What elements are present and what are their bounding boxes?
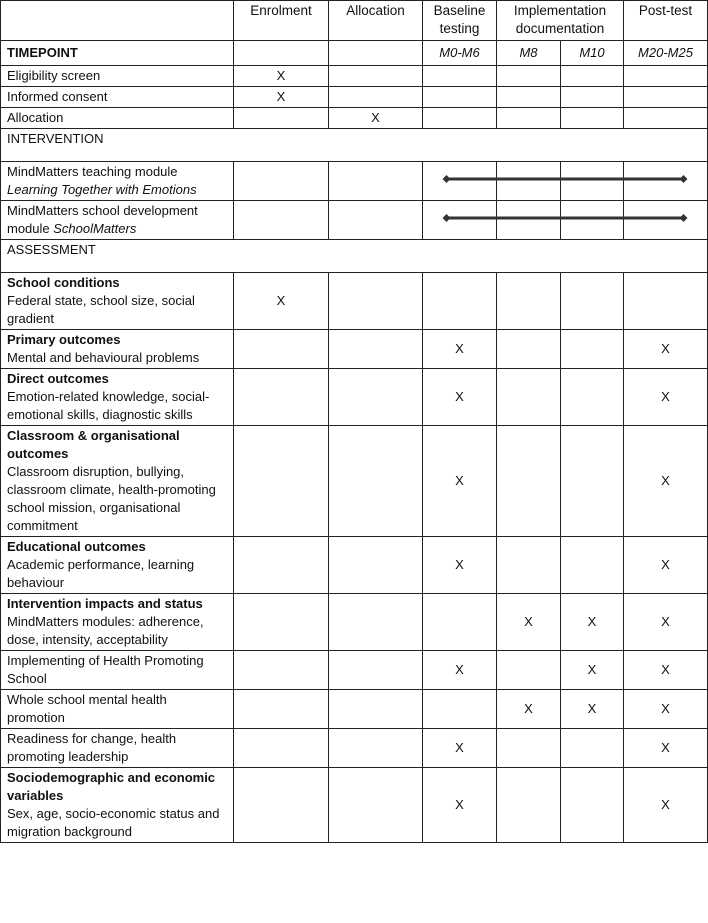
intervention-school-label: [1, 201, 234, 240]
assessment-mark-impl-a: [497, 537, 561, 594]
assessment-row: [1, 729, 708, 768]
assessment-row-text: Classroom disruption, bullying, classroom climate, health-promoting school mission, organisational commitment: [7, 464, 216, 533]
assessment-mark-impl-b: X: [561, 594, 624, 651]
timepoint-label: TIMEPOINT: [1, 41, 234, 66]
assessment-mark-impl-a: [497, 426, 561, 537]
enrolment-mark: X: [234, 87, 329, 108]
assessment-mark-impl-b: [561, 369, 624, 426]
assessment-mark-allocation: [329, 690, 423, 729]
assessment-row-text: Implementing of Health Promoting School: [7, 653, 204, 686]
assessment-row-text: Whole school mental health promotion: [7, 692, 167, 725]
section-intervention-label: INTERVENTION: [1, 129, 708, 162]
assessment-mark-baseline: X: [423, 729, 497, 768]
header-baseline-line1: Baseline: [433, 3, 486, 18]
assessment-mark-baseline: X: [423, 651, 497, 690]
assessment-row-text: Readiness for change, health promoting leadership: [7, 731, 177, 764]
assessment-mark-posttest: X: [624, 330, 708, 369]
assessment-mark-posttest: X: [624, 594, 708, 651]
timepoint-impl-b: M10: [561, 41, 624, 66]
assessment-row-label: [1, 768, 234, 843]
assessment-mark-impl-a: [497, 729, 561, 768]
assessment-mark-enrolment: X: [234, 273, 329, 330]
assessment-row-title: Direct outcomes: [7, 371, 109, 386]
assessment-mark-baseline: X: [423, 330, 497, 369]
assessment-row-label: [1, 273, 234, 330]
timepoint-posttest: M20-M25: [624, 41, 708, 66]
intervention-school-line1: MindMatters school development: [7, 203, 198, 218]
enrolment-row: [1, 87, 708, 108]
enrolment-row-label: Informed consent: [1, 87, 234, 108]
assessment-mark-impl-a: [497, 768, 561, 843]
section-intervention: [1, 129, 708, 162]
assessment-mark-baseline: X: [423, 369, 497, 426]
assessment-mark-impl-b: [561, 273, 624, 330]
assessment-row: [1, 273, 708, 330]
assessment-row: [1, 768, 708, 843]
header-allocation: Allocation: [329, 1, 423, 41]
assessment-mark-posttest: X: [624, 729, 708, 768]
assessment-row-title: Primary outcomes: [7, 332, 121, 347]
assessment-row: [1, 330, 708, 369]
intervention-teaching-line1: MindMatters teaching module: [7, 164, 178, 179]
header-implementation-line1: Implementation: [513, 3, 607, 18]
assessment-mark-enrolment: [234, 768, 329, 843]
assessment-row-title: Sociodemographic and economic variables: [7, 770, 216, 803]
assessment-mark-posttest: X: [624, 369, 708, 426]
assessment-row-text: Federal state, school size, social gradient: [7, 293, 195, 326]
assessment-mark-impl-a: [497, 369, 561, 426]
assessment-row: [1, 369, 708, 426]
timepoint-row: [1, 41, 708, 66]
assessment-mark-baseline: X: [423, 426, 497, 537]
assessment-row: [1, 426, 708, 537]
assessment-mark-posttest: X: [624, 651, 708, 690]
assessment-mark-enrolment: [234, 651, 329, 690]
header-blank: [1, 1, 234, 41]
assessment-row-label: [1, 426, 234, 537]
assessment-mark-allocation: [329, 330, 423, 369]
header-row: [1, 1, 708, 41]
assessment-row-text: Mental and behavioural problems: [7, 350, 200, 365]
assessment-row-title: School conditions: [7, 275, 120, 290]
assessment-mark-enrolment: [234, 729, 329, 768]
assessment-mark-impl-b: X: [561, 690, 624, 729]
enrolment-mark: X: [234, 66, 329, 87]
assessment-mark-enrolment: [234, 594, 329, 651]
assessment-row-label: [1, 651, 234, 690]
assessment-mark-impl-a: [497, 273, 561, 330]
assessment-row-label: [1, 330, 234, 369]
assessment-mark-impl-b: [561, 537, 624, 594]
intervention-school-line2-italic: SchoolMatters: [53, 221, 137, 236]
assessment-row: [1, 651, 708, 690]
assessment-row: [1, 537, 708, 594]
timepoint-impl-a: M8: [497, 41, 561, 66]
assessment-mark-impl-b: [561, 768, 624, 843]
assessment-mark-impl-a: X: [497, 594, 561, 651]
assessment-mark-impl-a: X: [497, 690, 561, 729]
header-posttest: Post-test: [624, 1, 708, 41]
assessment-mark-baseline: [423, 690, 497, 729]
header-enrolment: Enrolment: [234, 1, 329, 41]
enrolment-mark: [234, 108, 329, 129]
assessment-row-text: Academic performance, learning behaviour: [7, 557, 195, 590]
assessment-mark-enrolment: [234, 369, 329, 426]
assessment-row-title: Classroom & organisational outcomes: [7, 428, 180, 461]
enrolment-row: [1, 108, 708, 129]
assessment-row-label: [1, 729, 234, 768]
assessment-mark-impl-a: [497, 651, 561, 690]
assessment-row-label: [1, 537, 234, 594]
assessment-row-title: Intervention impacts and status: [7, 596, 203, 611]
timepoint-allocation: [329, 41, 423, 66]
assessment-row-text: MindMatters modules: adherence, dose, intensity, acceptability: [7, 614, 204, 647]
assessment-mark-enrolment: [234, 426, 329, 537]
allocation-mark: [329, 87, 423, 108]
header-implementation: [497, 1, 624, 41]
intervention-row-teaching: [1, 162, 708, 201]
assessment-mark-baseline: X: [423, 768, 497, 843]
header-baseline-line2: testing: [439, 21, 480, 36]
assessment-mark-posttest: X: [624, 690, 708, 729]
assessment-row-title: Educational outcomes: [7, 539, 146, 554]
intervention-teaching-label: [1, 162, 234, 201]
timepoint-enrolment: [234, 41, 329, 66]
assessment-row: [1, 690, 708, 729]
assessment-mark-posttest: X: [624, 537, 708, 594]
assessment-mark-baseline: [423, 273, 497, 330]
assessment-mark-enrolment: [234, 690, 329, 729]
assessment-row-text: Sex, age, socio-economic status and migration background: [7, 806, 220, 839]
assessment-mark-posttest: X: [624, 768, 708, 843]
assessment-row: [1, 594, 708, 651]
header-implementation-line2: documentation: [515, 21, 605, 36]
assessment-mark-impl-b: [561, 729, 624, 768]
assessment-mark-baseline: [423, 594, 497, 651]
assessment-row-label: [1, 594, 234, 651]
intervention-school-line2-prefix: module: [7, 221, 54, 236]
assessment-mark-impl-b: [561, 330, 624, 369]
assessment-mark-allocation: [329, 651, 423, 690]
assessment-mark-allocation: [329, 537, 423, 594]
assessment-row-text: Emotion-related knowledge, social-emotional skills, diagnostic skills: [7, 389, 210, 422]
assessment-mark-allocation: [329, 426, 423, 537]
assessment-mark-enrolment: [234, 537, 329, 594]
intervention-row-school: [1, 201, 708, 240]
intervention-teaching-line2: Learning Together with Emotions: [7, 182, 197, 197]
assessment-mark-impl-b: [561, 426, 624, 537]
enrolment-row-label: Eligibility screen: [1, 66, 234, 87]
enrolment-row-label: Allocation: [1, 108, 234, 129]
allocation-mark: [329, 66, 423, 87]
timepoint-baseline: M0-M6: [423, 41, 497, 66]
assessment-mark-allocation: [329, 729, 423, 768]
assessment-mark-allocation: [329, 369, 423, 426]
header-baseline: [423, 1, 497, 41]
assessment-mark-allocation: [329, 594, 423, 651]
enrolment-row: [1, 66, 708, 87]
assessment-mark-impl-a: [497, 330, 561, 369]
assessment-mark-baseline: X: [423, 537, 497, 594]
section-assessment-label: ASSESSMENT: [1, 240, 708, 273]
assessment-row-label: [1, 690, 234, 729]
allocation-mark: X: [329, 108, 423, 129]
assessment-mark-enrolment: [234, 330, 329, 369]
assessment-mark-allocation: [329, 768, 423, 843]
assessment-mark-posttest: X: [624, 426, 708, 537]
assessment-mark-posttest: [624, 273, 708, 330]
assessment-mark-allocation: [329, 273, 423, 330]
section-assessment: [1, 240, 708, 273]
assessment-row-label: [1, 369, 234, 426]
assessment-mark-impl-b: X: [561, 651, 624, 690]
